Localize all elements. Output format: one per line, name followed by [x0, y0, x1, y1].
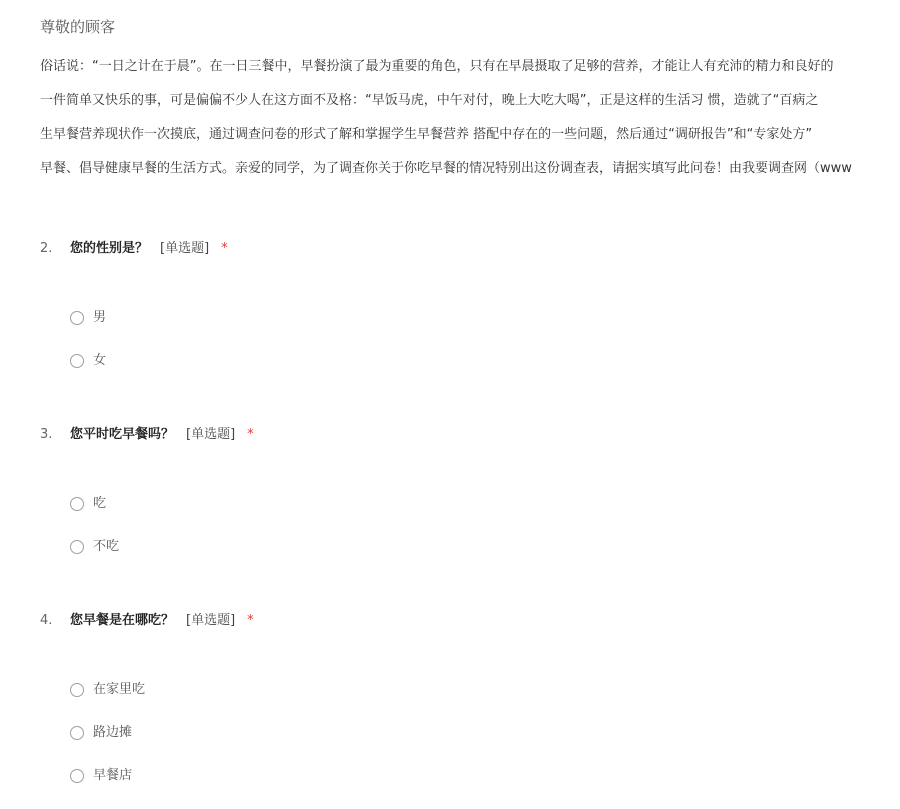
greeting-heading: 尊敬的顾客 [40, 18, 116, 36]
option-label: 男 [93, 310, 107, 325]
radio-button[interactable] [70, 726, 84, 740]
option-not-eat[interactable] [70, 537, 880, 580]
intro-line: 俗话说：“一日之计在于晨”。在一日三餐中，早餐扮演了最为重要的角色，只有在早晨摄取了足够的营养，才能让人有充沛的精力和良好的 [40, 59, 834, 74]
option-label: 女 [93, 353, 107, 368]
option-label: 不吃 [93, 539, 120, 554]
intro-line: 生早餐营养现状作一次摸底，通过调查问卷的形式了解和掌握学生早餐营养 搭配中存在的一些问题，然后通过“调研报告”和“专家处方” [40, 127, 813, 142]
option-male[interactable] [70, 308, 880, 351]
question-text: 您平时吃早餐吗？ [70, 427, 175, 442]
question-breakfast-location [40, 610, 880, 809]
question-type-tag: [单选题] [186, 427, 236, 442]
option-street-stall[interactable] [70, 723, 880, 766]
question-text: 您早餐是在哪吃？ [70, 613, 175, 628]
question-number: 2. [40, 241, 53, 256]
required-asterisk: * [247, 427, 254, 442]
intro-line: 早餐、倡导健康早餐的生活方式。亲爱的同学，为了调查你关于你吃早餐的情况特别出这份调查表，请据实填写此问卷！由我要调查网（www [40, 161, 852, 176]
option-female[interactable] [70, 351, 880, 394]
question-title-row [40, 238, 880, 260]
question-type-tag: [单选题] [160, 241, 210, 256]
radio-button[interactable] [70, 311, 84, 325]
question-text: 您的性别是？ [70, 241, 149, 256]
question-gender [40, 238, 880, 394]
option-at-home[interactable] [70, 680, 880, 723]
radio-button[interactable] [70, 769, 84, 783]
question-eat-breakfast [40, 424, 880, 580]
radio-button[interactable] [70, 497, 84, 511]
question-type-tag: [单选题] [186, 613, 236, 628]
survey-intro [40, 56, 900, 192]
radio-button[interactable] [70, 540, 84, 554]
intro-line: 一件简单又快乐的事，可是偏偏不少人在这方面不及格：“早饭马虎，中午对付，晚上大吃大喝”，正是这样的生活习 惯，造就了“百病之 [40, 93, 819, 108]
question-title-row [40, 610, 880, 632]
required-asterisk: * [221, 241, 228, 256]
option-list [40, 494, 880, 580]
question-number: 4. [40, 613, 53, 628]
option-label: 吃 [93, 496, 107, 511]
radio-button[interactable] [70, 354, 84, 368]
required-asterisk: * [247, 613, 254, 628]
option-list [40, 680, 880, 809]
question-number: 3. [40, 427, 53, 442]
radio-button[interactable] [70, 683, 84, 697]
option-eat[interactable] [70, 494, 880, 537]
option-breakfast-shop[interactable] [70, 766, 880, 809]
question-title-row [40, 424, 880, 446]
option-label: 路边摊 [93, 725, 133, 740]
option-label: 在家里吃 [93, 682, 146, 697]
option-list [40, 308, 880, 394]
option-label: 早餐店 [93, 768, 133, 783]
